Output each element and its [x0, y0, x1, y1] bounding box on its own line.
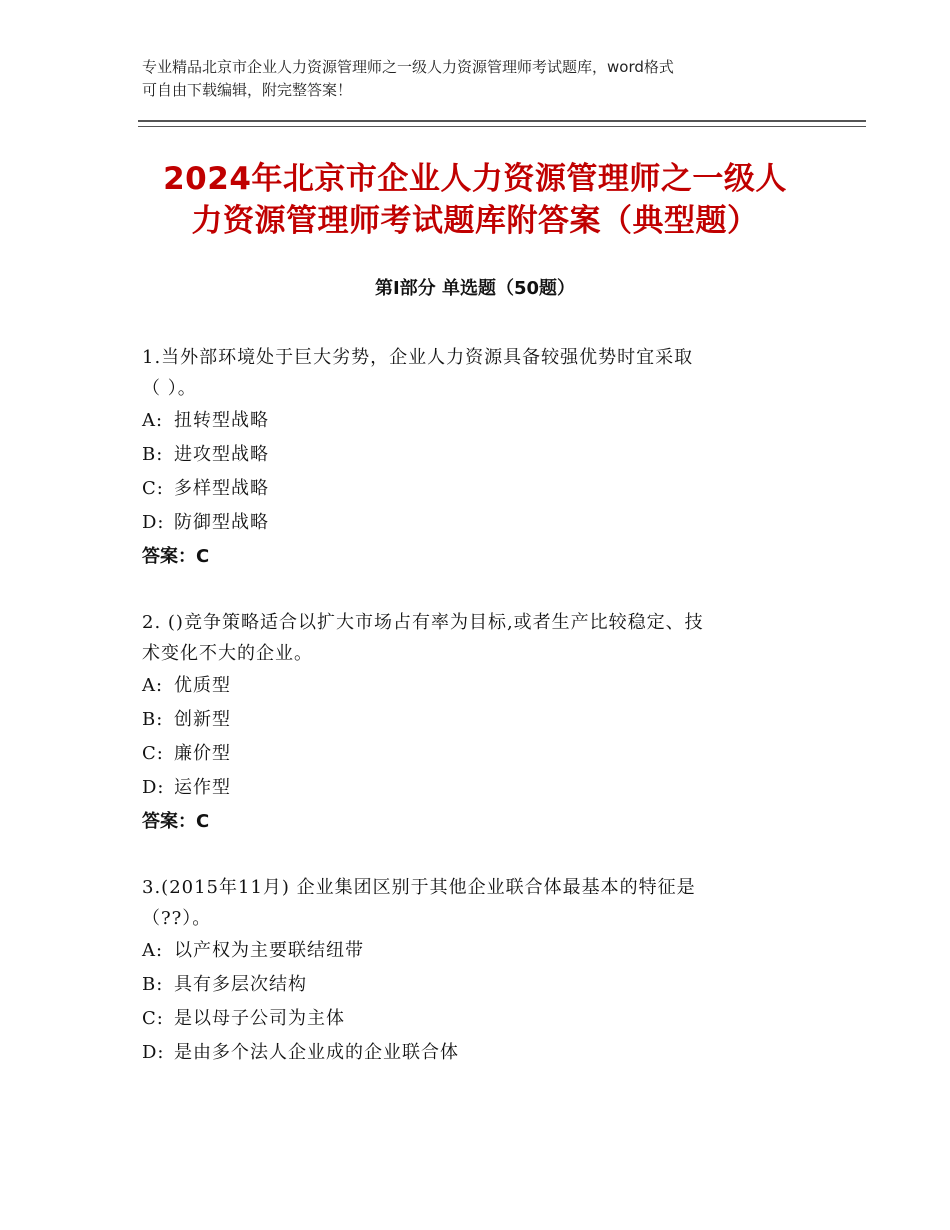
- question-list: [142, 342, 807, 1103]
- option-letter: B:: [142, 444, 164, 465]
- option-text: 是由多个法人企业成的企业联合体: [174, 1042, 459, 1063]
- answer-label: 答案：C: [142, 811, 210, 832]
- header-note: [142, 56, 832, 102]
- option-d: [142, 506, 807, 540]
- option-text: 运作型: [174, 777, 231, 798]
- question-stem-continued: （ ）。: [142, 378, 197, 399]
- option-letter: C:: [142, 1008, 164, 1029]
- option-b: [142, 703, 807, 737]
- answer-label: 答案：C: [142, 546, 210, 567]
- question-1: [142, 342, 807, 574]
- document-title-line-2: 力资源管理师考试题库附答案（典型题）: [191, 203, 759, 239]
- option-text: 扭转型战略: [174, 410, 269, 431]
- option-letter: B:: [142, 709, 164, 730]
- option-text: 具有多层次结构: [174, 974, 307, 995]
- option-letter: A:: [142, 940, 164, 961]
- option-letter: A:: [142, 410, 164, 431]
- question-stem: 3.(2015年11月) 企业集团区别于其他企业联合体最基本的特征是: [142, 877, 696, 898]
- option-letter: D:: [142, 777, 165, 798]
- question-stem: 1.当外部环境处于巨大劣势，企业人力资源具备较强优势时宜采取: [142, 347, 694, 368]
- header-note-line-2: 可自由下载编辑，附完整答案！: [142, 81, 353, 99]
- section-title: 第Ⅰ部分 单选题（50题）: [374, 278, 575, 299]
- option-text: 防御型战略: [174, 512, 269, 533]
- option-c: [142, 737, 807, 771]
- option-letter: D:: [142, 1042, 165, 1063]
- header-note-line-1: 专业精品北京市企业人力资源管理师之一级人力资源管理师考试题库，word格式: [142, 58, 674, 76]
- document-title: [120, 158, 830, 242]
- question-stem: 2. ()竞争策略适合以扩大市场占有率为目标,或者生产比较稳定、技: [142, 612, 704, 633]
- option-letter: A:: [142, 675, 164, 696]
- option-a: [142, 669, 807, 703]
- option-text: 优质型: [174, 675, 231, 696]
- option-d: [142, 1036, 807, 1070]
- option-text: 进攻型战略: [174, 444, 269, 465]
- option-text: 廉价型: [174, 743, 231, 764]
- option-letter: C:: [142, 478, 164, 499]
- document-title-line-1: 2024年北京市企业人力资源管理师之一级人: [163, 161, 787, 197]
- option-d: [142, 771, 807, 805]
- question-2: [142, 607, 807, 839]
- option-text: 创新型: [174, 709, 231, 730]
- option-text: 多样型战略: [174, 478, 269, 499]
- option-a: [142, 404, 807, 438]
- question-stem-continued: 术变化不大的企业。: [142, 643, 313, 664]
- option-c: [142, 1002, 807, 1036]
- option-b: [142, 438, 807, 472]
- option-c: [142, 472, 807, 506]
- option-letter: C:: [142, 743, 164, 764]
- option-text: 以产权为主要联结纽带: [174, 940, 364, 961]
- header-divider: [138, 120, 866, 127]
- option-letter: D:: [142, 512, 165, 533]
- question-stem-continued: （??）。: [142, 908, 212, 929]
- option-a: [142, 934, 807, 968]
- option-text: 是以母子公司为主体: [174, 1008, 345, 1029]
- option-letter: B:: [142, 974, 164, 995]
- question-3: [142, 872, 807, 1070]
- option-b: [142, 968, 807, 1002]
